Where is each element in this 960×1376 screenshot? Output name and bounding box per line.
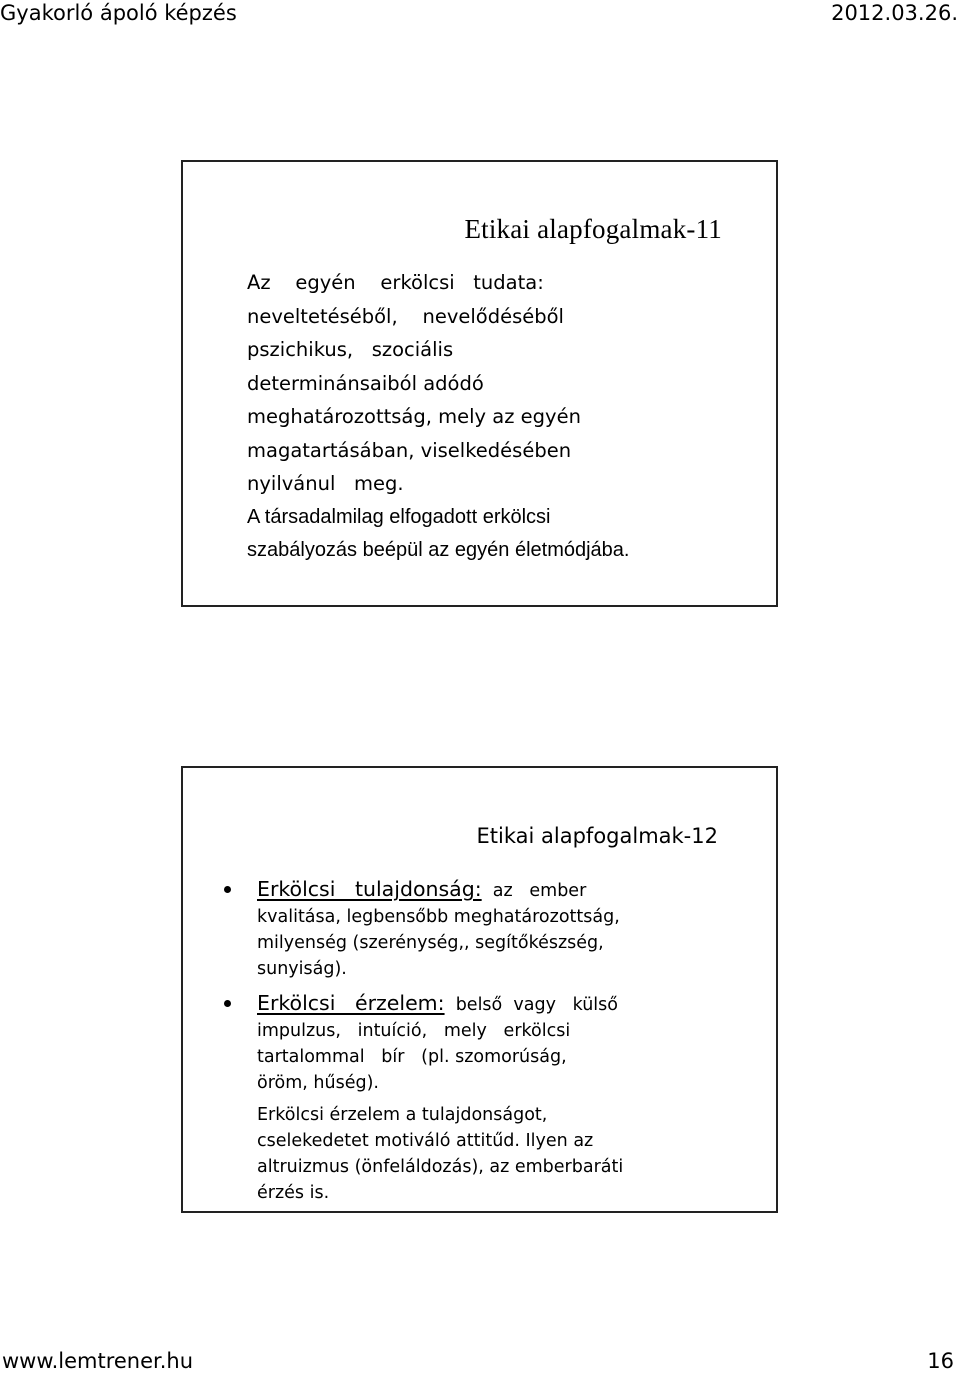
body-line: A társadalmilag elfogadott erkölcsi <box>247 505 551 528</box>
bullet-text: öröm, hűség). <box>257 1073 379 1093</box>
bullet-text: tartalommal bír (pl. szomorúság, <box>257 1047 567 1067</box>
slide-11 <box>181 160 778 607</box>
footer-website: www.lemtrener.hu <box>2 1349 194 1373</box>
bullet-item <box>222 990 742 1096</box>
body-line: neveltetéséből, nevelődéséből <box>247 304 564 328</box>
body-line: meghatározottság, mely az egyén <box>247 405 581 428</box>
paragraph-line: érzés is. <box>257 1183 330 1203</box>
slide-body <box>247 266 667 568</box>
slide-paragraph <box>257 1102 742 1206</box>
header-date: 2012.03.26. <box>831 1 958 25</box>
slide-12 <box>181 766 778 1213</box>
body-line: determinánsaiból adódó <box>247 371 484 395</box>
body-line: pszichikus, szociális <box>247 338 454 361</box>
bullet-text: belső vagy külső <box>444 995 618 1015</box>
paragraph-line: Erkölcsi érzelem a tulajdonságot, <box>257 1105 548 1125</box>
page-number: 16 <box>927 1349 954 1373</box>
body-line: nyilvánul meg. <box>247 472 404 495</box>
bullet-text: milyenség (szerénység,, segítőkészség, <box>257 933 604 953</box>
bullet-icon <box>224 886 231 893</box>
paragraph-line: cselekedetet motiváló attitűd. Ilyen az <box>257 1131 594 1151</box>
slide-title: Etikai alapfogalmak-11 <box>464 214 722 244</box>
term-heading: Erkölcsi tulajdonság: <box>257 877 482 901</box>
bullet-text: az ember <box>481 881 587 901</box>
bullet-text: kvalitása, legbensőbb meghatározottság, <box>257 907 620 927</box>
bullet-text: impulzus, intuíció, mely erkölcsi <box>257 1021 571 1041</box>
term-heading: Erkölcsi érzelem: <box>257 991 445 1015</box>
bullet-item <box>222 876 742 982</box>
body-line: Az egyén erkölcsi tudata: <box>247 271 544 294</box>
paragraph-line: altruizmus (önfeláldozás), az emberbaráti <box>257 1157 624 1177</box>
slide-body <box>222 876 742 1206</box>
page-header <box>0 0 960 30</box>
bullet-text: sunyiság). <box>257 959 347 979</box>
header-course-title: Gyakorló ápoló képzés <box>0 1 237 25</box>
slide-title: Etikai alapfogalmak-12 <box>476 824 718 848</box>
bullet-icon <box>224 1000 231 1007</box>
body-line: magatartásában, viselkedésében <box>247 438 572 462</box>
body-line: szabályozás beépül az egyén életmódjába. <box>247 539 630 561</box>
